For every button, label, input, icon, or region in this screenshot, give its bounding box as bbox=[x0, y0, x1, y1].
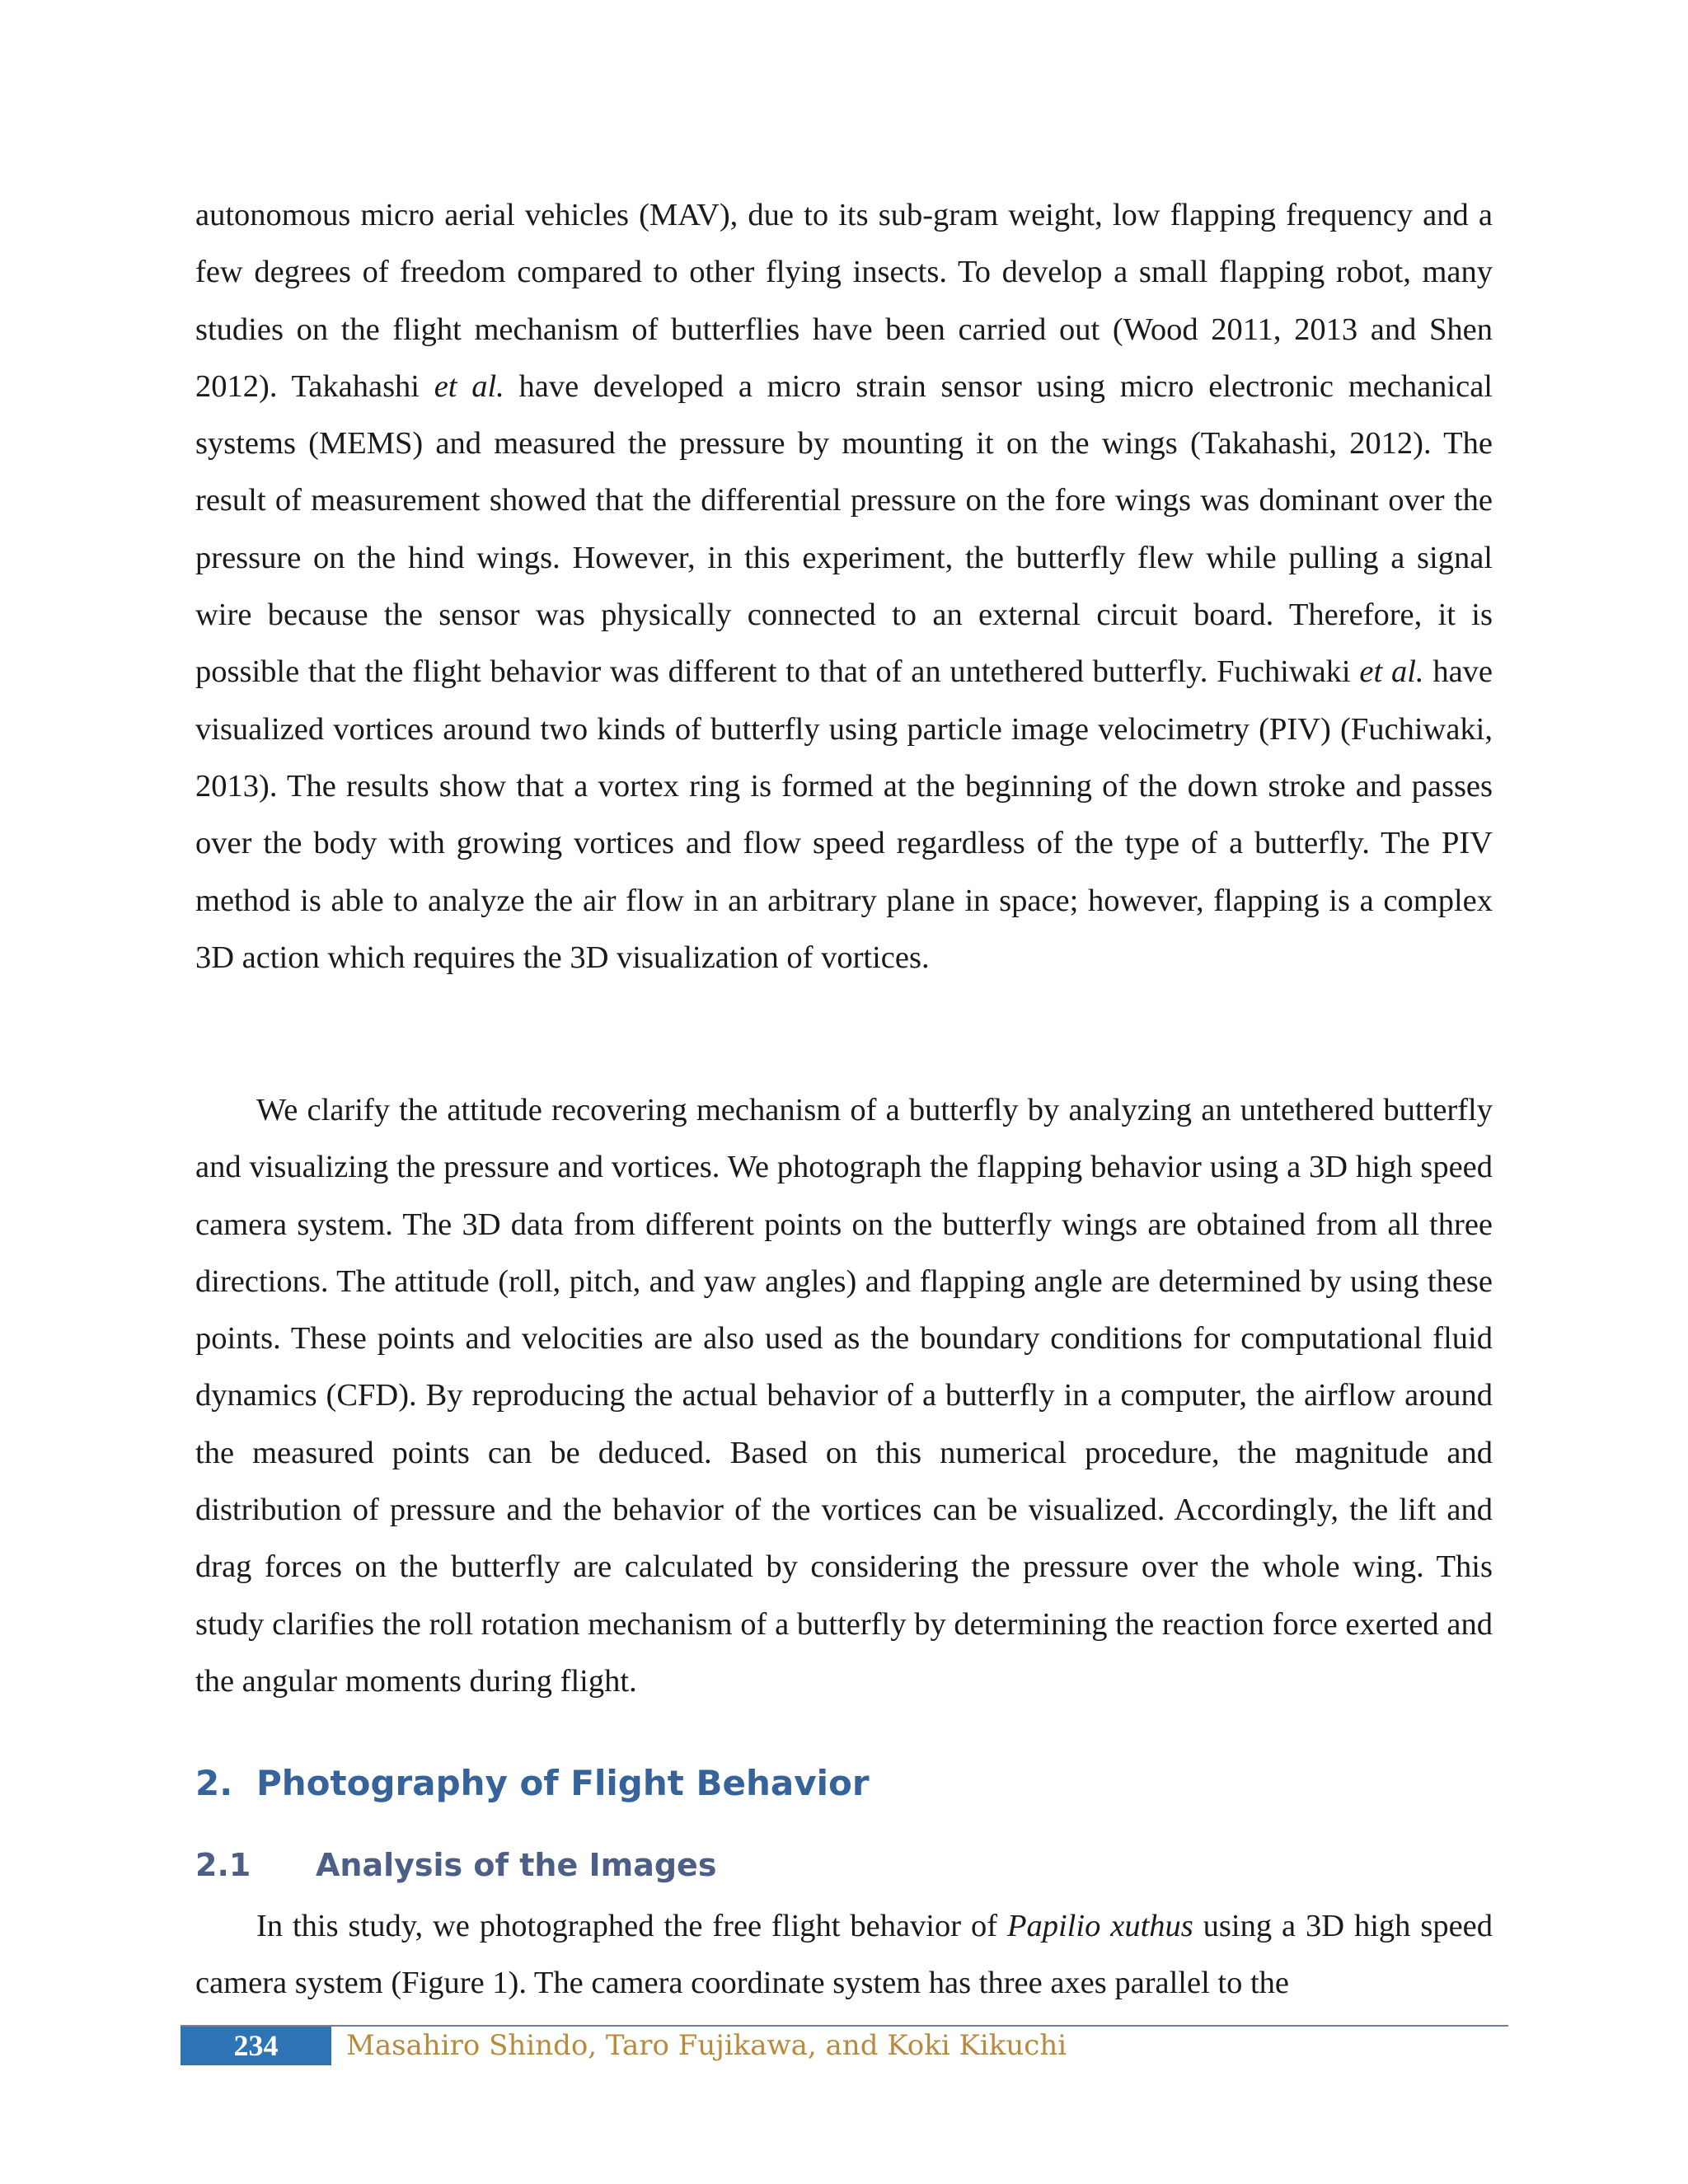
paragraph-text: have visualized vortices around two kinds of butterfly using particle image velocimetry (PIV) (Fuchiwaki, 2013). The results show that a vortex ring is formed at the beginning of the down stroke and passes over the body with growing vortices and flow speed regardless of the type of a butterfly. The PIV method is able to analyze the air flow in an arbitrary plane in space; however, flapping is a complex 3D action which requires the 3D visualization of vortices. bbox=[195, 654, 1493, 975]
italic-text: et al. bbox=[1359, 654, 1424, 690]
subsection-title: Analysis of the Images bbox=[316, 1847, 717, 1883]
page-number: 234 bbox=[181, 2027, 331, 2065]
paragraph-text: using a 3D high speed camera system (Figure 1). The camera coordinate system has three axes parallel to the bbox=[195, 1909, 1493, 2001]
subsection-number: 2.1 bbox=[195, 1847, 251, 1883]
section-title: Photography of Flight Behavior bbox=[256, 1763, 870, 1803]
paragraph-text: have developed a micro strain sensor using micro electronic mechanical systems (MEMS) and measured the pressure by mounting it on the wings (Takahashi, 2012). The result of measurement showed that the differential pressure on the fore wings was dominant over the pressure on the hind wings. However, in this experiment, the butterfly flew while pulling a signal wire because the sensor was physically connected to an external circuit board. Therefore, it is possible that the flight behavior was different to that of an untethered butterfly. Fuchiwaki bbox=[195, 368, 1493, 690]
subsection-heading bbox=[195, 1840, 716, 1890]
paragraph-text: In this study, we photographed the free flight behavior of bbox=[256, 1909, 1007, 1943]
body-paragraph-3 bbox=[195, 1898, 1493, 2013]
body-paragraph-1 bbox=[195, 187, 1493, 987]
paragraph-text: autonomous micro aerial vehicles (MAV), due to its sub-gram weight, low flapping frequency and a few degrees of freedom compared to other flying insects. To develop a small flapping robot, many studies on the flight mechanism of butterflies have been carried out (Wood 2011, 2013 and Shen 2012). Takahashi bbox=[195, 198, 1493, 404]
footer-authors: Masahiro Shindo, Taro Fujikawa, and Koki Kikuchi bbox=[346, 2029, 1067, 2062]
section-heading bbox=[195, 1754, 870, 1813]
italic-text: et al. bbox=[434, 368, 504, 404]
body-paragraph-2: We clarify the attitude recovering mechanism of a butterfly by analyzing an untethered butterfly and visualizing the pressure and vortices. We photograph the flapping behavior using a 3D high speed camera system. The 3D data from different points on the butterfly wings are obtained from all three directions. The attitude (roll, pitch, and yaw angles) and flapping angle are determined by using these points. These points and velocities are also used as the boundary conditions for computational fluid dynamics (CFD). By reproducing the actual behavior of a butterfly in a computer, the airflow around the measured points can be deduced. Based on this numerical procedure, the magnitude and distribution of pressure and the behavior of the vortices can be visualized. Accordingly, the lift and drag forces on the butterfly are calculated by considering the pressure over the whole wing. This study clarifies the roll rotation mechanism of a butterfly by determining the reaction force exerted and the angular moments during flight. bbox=[195, 1093, 1493, 1699]
species-name: Papilio xuthus bbox=[1006, 1909, 1193, 1943]
section-number: 2. bbox=[195, 1763, 233, 1803]
